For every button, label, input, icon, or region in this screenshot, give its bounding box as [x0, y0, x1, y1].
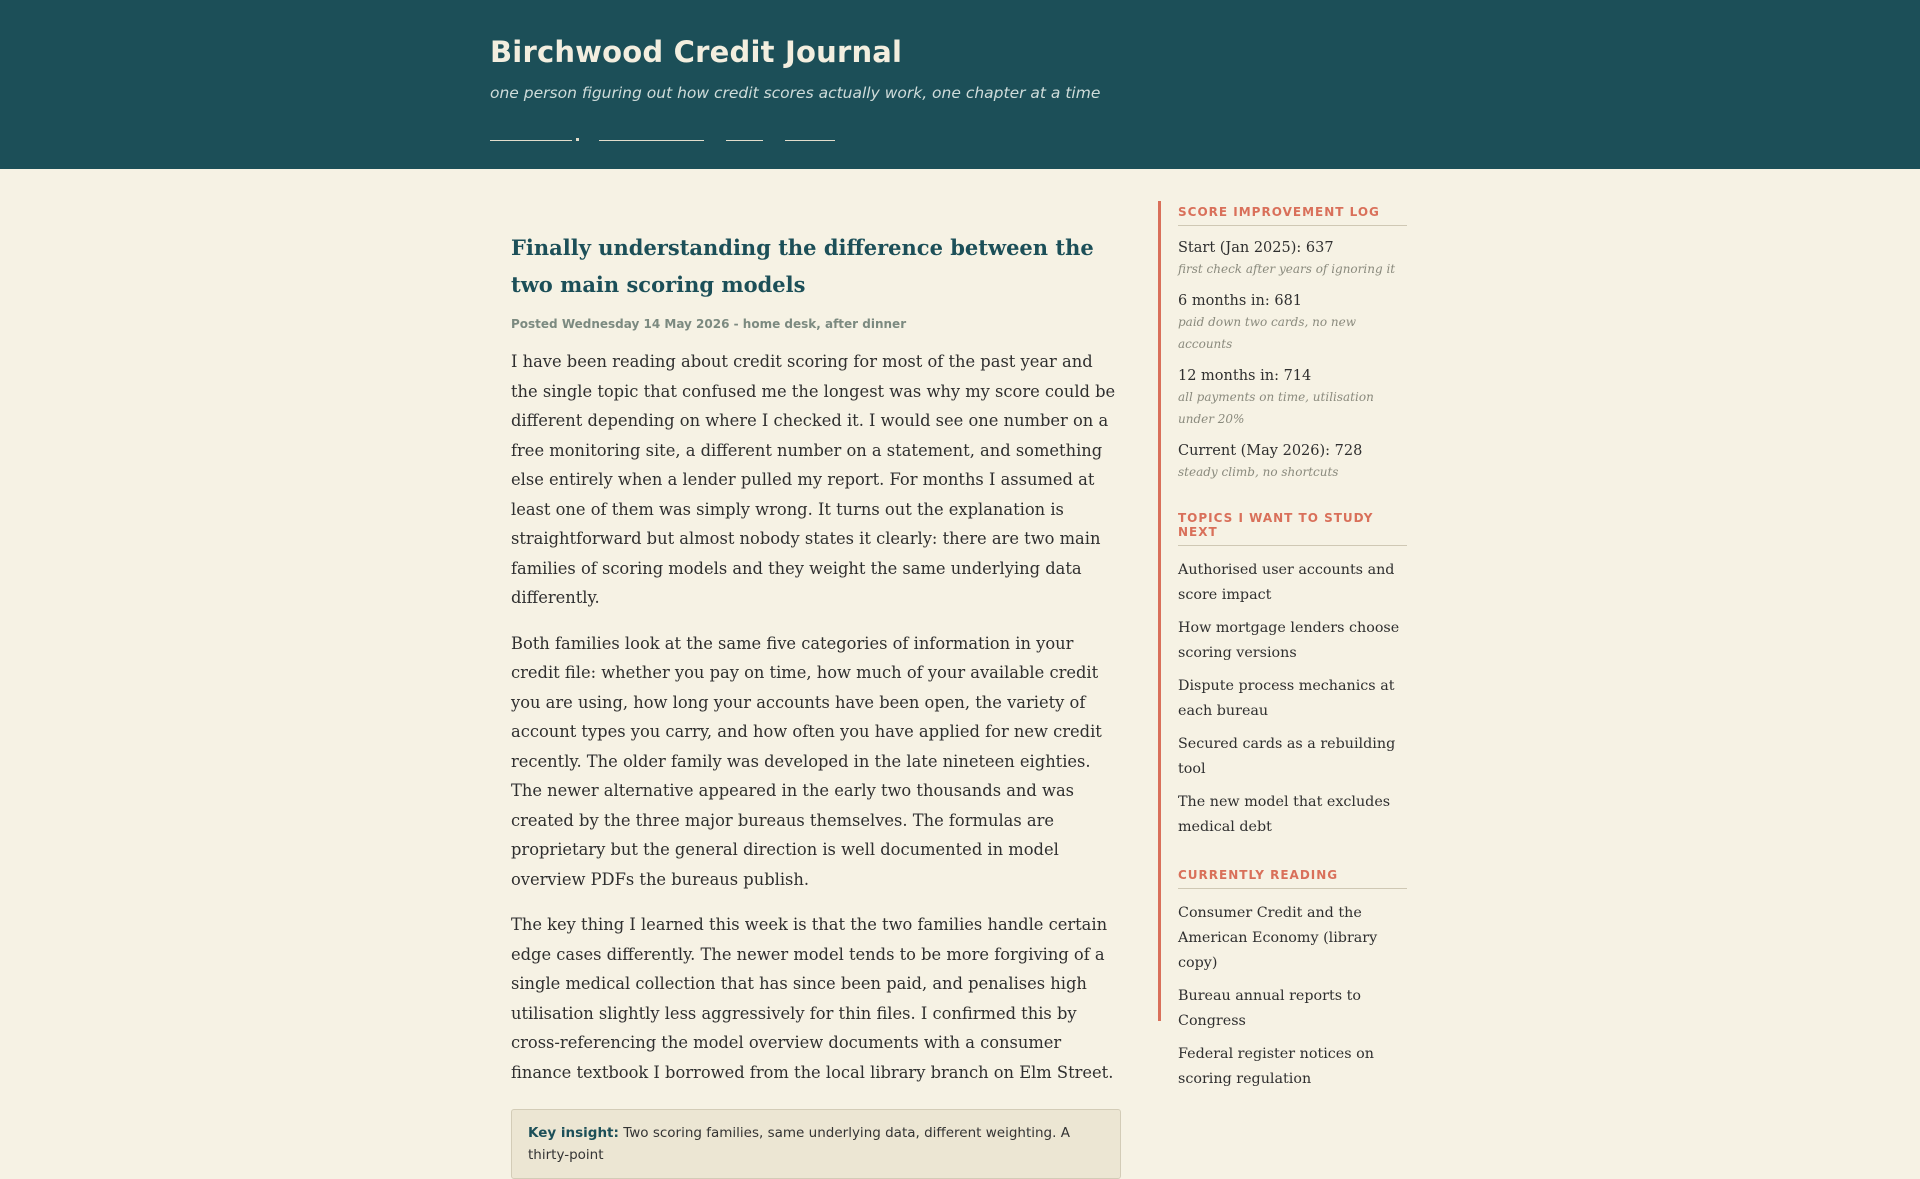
score-log-section: [1178, 201, 1408, 483]
nav-link-3[interactable]: [726, 122, 763, 141]
topics-section: [1178, 507, 1408, 840]
key-insight-box: [511, 1109, 1121, 1179]
log-item-note: all payments on time, utilisation under 20%: [1178, 390, 1374, 426]
nav-link-1[interactable]: [490, 122, 572, 141]
site-tagline: one person figuring out how credit scores actually work, one chapter at a time: [490, 84, 1101, 102]
post-paragraph-2: Both families look at the same five categories of information in your credit file: whether you pay on time, how much of your available credit you are using, how long your accounts have been open, the variety of account types you carry, and how often you have applied for new credit recently. The older family was developed in the late nineteen eighties. The newer alternative appeared in the early two thousands and was created by the three major bureaus themselves. The formulas are proprietary but the general direction is well documented in model overview PDFs the bureaus publish.: [511, 633, 1102, 889]
log-item: [1178, 366, 1408, 430]
topic-item: Authorised user accounts and score impact: [1178, 562, 1395, 603]
log-item-value: Start (Jan 2025): 637: [1178, 240, 1334, 256]
reading-item: Consumer Credit and the American Economy (library copy): [1178, 905, 1378, 971]
log-item-note: first check after years of ignoring it: [1178, 262, 1396, 276]
log-item-value: 6 months in: 681: [1178, 293, 1303, 309]
main-nav: [490, 121, 1450, 141]
reading-heading: CURRENTLY READING: [1178, 864, 1407, 889]
log-item-value: Current (May 2026): 728: [1178, 443, 1363, 459]
post-paragraph-3: The key thing I learned this week is that the two families handle certain edge cases differently. The newer model tends to be more forgiving of a single medical collection that has since been paid, and penalises high utilisation slightly less aggressively for thin files. I confirmed this by cross-referencing the model overview documents with a consumer finance textbook I borrowed from the local library branch on Elm Street.: [511, 915, 1114, 1082]
log-item: [1178, 291, 1408, 355]
key-insight-text: Two scoring families, same underlying data, different weighting. A thirty-point: [528, 1125, 1070, 1163]
header-inner: [490, 34, 1450, 141]
post-paragraph-1: I have been reading about credit scoring for most of the past year and the single topic that confused me the longest was why my score could be different depending on where I checked it. I would see one number on a free monitoring site, a different number on a statement, and something else entirely when a lender pulled my report. For months I assumed at least one of them was simply wrong. It turns out the explanation is straightforward but almost nobody states it clearly: there are two main families of scoring models and they weight the same underlying data differently.: [511, 352, 1116, 607]
reading-item: Federal register notices on scoring regulation: [1178, 1046, 1374, 1087]
log-item-note: paid down two cards, no new accounts: [1178, 315, 1356, 351]
site-header: [0, 0, 1920, 169]
log-item-note: steady climb, no shortcuts: [1178, 465, 1339, 479]
nav-link-2[interactable]: [599, 122, 704, 141]
post-meta: Posted Wednesday 14 May 2026 - home desk, after dinner: [511, 317, 907, 331]
post-title: Finally understanding the difference between the two main scoring models: [511, 235, 1094, 297]
blog-post: [511, 229, 1121, 1179]
site-title[interactable]: Birchwood Credit Journal: [490, 35, 903, 69]
reading-item: Bureau annual reports to Congress: [1178, 988, 1361, 1029]
key-insight-label: Key insight:: [528, 1125, 619, 1141]
reading-section: [1178, 864, 1408, 1092]
topics-heading: TOPICS I WANT TO STUDY NEXT: [1178, 507, 1407, 546]
topic-item: Secured cards as a rebuilding tool: [1178, 736, 1396, 777]
topic-item: Dispute process mechanics at each bureau: [1178, 678, 1395, 719]
topic-item: How mortgage lenders choose scoring versions: [1178, 620, 1400, 661]
nav-separator: [576, 138, 579, 141]
score-log-heading: SCORE IMPROVEMENT LOG: [1178, 201, 1407, 226]
nav-link-4[interactable]: [785, 122, 835, 141]
log-item: [1178, 441, 1408, 483]
sidebar: [1158, 201, 1408, 1087]
log-item-value: 12 months in: 714: [1178, 368, 1312, 384]
log-item: [1178, 238, 1408, 280]
topic-item: The new model that excludes medical debt: [1178, 794, 1391, 835]
